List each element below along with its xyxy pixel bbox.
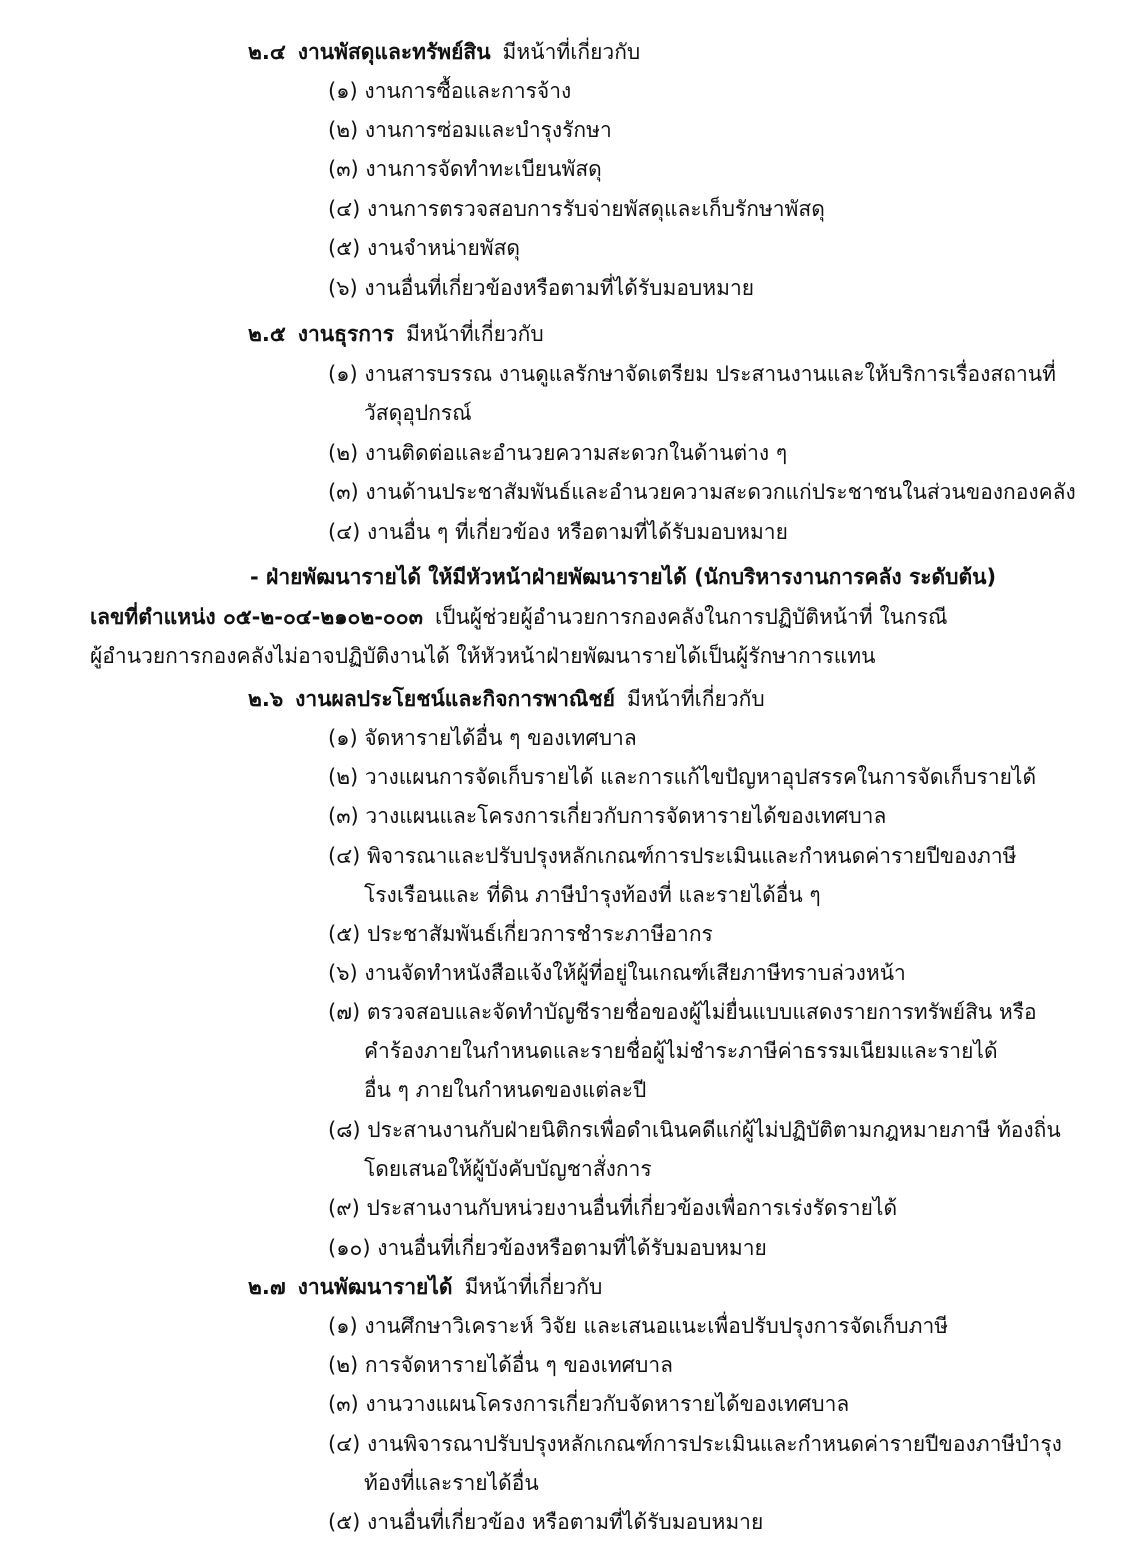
list-item: (๑๐) งานอื่นที่เกี่ยวข้องหรือตามที่ได้รับมอบหมาย: [328, 1236, 767, 1260]
list-item: (๒) วางแผนการจัดเก็บรายได้ และการแก้ไขปัญหาอุปสรรคในการจัดเก็บรายได้: [328, 765, 1037, 789]
section-title: งานผลประโยชน์และกิจการพาณิชย์: [295, 687, 615, 711]
division-paragraph-line: [90, 603, 948, 631]
section-number: ๒.๔: [248, 40, 286, 64]
section-number: ๒.๗: [248, 1275, 286, 1299]
list-item: (๘) ประสานงานกับฝ่ายนิติกรเพื่อดำเนินคดีแก่ผู้ไม่ปฏิบัติตามกฎหมายภาษี ท้องถิ่น: [328, 1118, 1061, 1142]
section-heading-2-5: [248, 320, 544, 348]
list-item: (๑) งานการซื้อและการจ้าง: [328, 79, 572, 103]
list-item: (๑) จัดหารายได้อื่น ๆ ของเทศบาล: [328, 726, 637, 750]
section-title: งานธุรการ: [297, 322, 395, 346]
list-item: (๓) งานวางแผนโครงการเกี่ยวกับจัดหารายได้ของเทศบาล: [328, 1392, 850, 1416]
section-heading-2-4: [248, 38, 640, 66]
list-item-continuation: โรงเรือนและ ที่ดิน ภาษีบำรุงท้องที่ และรายได้อื่น ๆ: [364, 883, 821, 907]
list-item: (๕) ประชาสัมพันธ์เกี่ยวการชำระภาษีอากร: [328, 922, 713, 946]
list-item: (๗) ตรวจสอบและจัดทำบัญชีรายชื่อของผู้ไม่ยื่นแบบแสดงรายการทรัพย์สิน หรือ: [328, 1000, 1037, 1024]
list-item-continuation: วัสดุอุปกรณ์: [364, 401, 472, 425]
list-item: (๔) งานพิจารณาปรับปรุงหลักเกณฑ์การประเมินและกำหนดค่ารายปีของภาษีบำรุง: [328, 1432, 1062, 1456]
division-paragraph-line: ผู้อำนวยการกองคลังไม่อาจปฏิบัติงานได้ ให้หัวหน้าฝ่ายพัฒนารายได้เป็นผู้รักษาการแทน: [90, 644, 876, 668]
paragraph-text: เป็นผู้ช่วยผู้อำนวยการกองคลังในการปฏิบัติหน้าที่ ในกรณี: [434, 605, 948, 629]
section-number: ๒.๕: [248, 322, 286, 346]
list-item: (๓) งานการจัดทำทะเบียนพัสดุ: [328, 157, 602, 181]
list-item: (๑) งานศึกษาวิเคราะห์ วิจัย และเสนอแนะเพื่อปรับปรุงการจัดเก็บภาษี: [328, 1314, 949, 1338]
list-item: (๕) งานจำหน่ายพัสดุ: [328, 236, 521, 260]
division-heading: - ฝ่ายพัฒนารายได้ ให้มีหัวหน้าฝ่ายพัฒนารายได้ (นักบริหารงานการคลัง ระดับต้น): [250, 565, 997, 589]
list-item: (๔) งานอื่น ๆ ที่เกี่ยวข้อง หรือตามที่ได้รับมอบหมาย: [328, 520, 788, 544]
section-title: งานพัสดุและทรัพย์สิน: [297, 40, 491, 64]
list-item: (๖) งานจัดทำหนังสือแจ้งให้ผู้ที่อยู่ในเกณฑ์เสียภาษีทราบล่วงหน้า: [328, 961, 906, 985]
list-item: (๙) ประสานงานกับหน่วยงานอื่นที่เกี่ยวข้องเพื่อการเร่งรัดรายได้: [328, 1196, 898, 1220]
list-item: (๑) งานสารบรรณ งานดูแลรักษาจัดเตรียม ประสานงานและให้บริการเรื่องสถานที่: [328, 362, 1056, 386]
list-item: (๔) งานการตรวจสอบการรับจ่ายพัสดุและเก็บรักษาพัสดุ: [328, 197, 825, 221]
list-item: (๒) งานติดต่อและอำนวยความสะดวกในด้านต่าง ๆ: [328, 441, 788, 465]
list-item: (๖) งานอื่นที่เกี่ยวข้องหรือตามที่ได้รับมอบหมาย: [328, 276, 755, 300]
section-intro: มีหน้าที่เกี่ยวกับ: [502, 40, 641, 64]
section-heading-2-7: [248, 1273, 602, 1301]
list-item: (๔) พิจารณาและปรับปรุงหลักเกณฑ์การประเมินและกำหนดค่ารายปีของภาษี: [328, 844, 1017, 868]
list-item: (๒) การจัดหารายได้อื่น ๆ ของเทศบาล: [328, 1353, 674, 1377]
section-title: งานพัฒนารายได้: [297, 1275, 453, 1299]
list-item-continuation: คำร้องภายในกำหนดและรายชื่อผู้ไม่ชำระภาษีค่าธรรมเนียมและรายได้: [364, 1039, 998, 1063]
section-intro: มีหน้าที่เกี่ยวกับ: [406, 322, 544, 346]
section-heading-2-6: [248, 685, 765, 713]
list-item: (๕) งานอื่นที่เกี่ยวข้อง หรือตามที่ได้รับมอบหมาย: [328, 1510, 764, 1534]
list-item-continuation: อื่น ๆ ภายในกำหนดของแต่ละปี: [364, 1078, 647, 1102]
list-item-continuation: ท้องที่และรายได้อื่น: [364, 1471, 539, 1495]
list-item: (๓) งานด้านประชาสัมพันธ์และอำนวยความสะดวกแก่ประชาชนในส่วนของกองคลัง: [328, 480, 1076, 504]
position-number: เลขที่ตำแหน่ง ๐๕-๒-๐๔-๒๑๐๒-๐๐๓: [90, 605, 423, 629]
section-intro: มีหน้าที่เกี่ยวกับ: [464, 1275, 603, 1299]
list-item-continuation: โดยเสนอให้ผู้บังคับบัญชาสั่งการ: [364, 1157, 652, 1181]
section-intro: มีหน้าที่เกี่ยวกับ: [626, 687, 765, 711]
section-number: ๒.๖: [248, 687, 284, 711]
list-item: (๒) งานการซ่อมและบำรุงรักษา: [328, 118, 612, 142]
list-item: (๓) วางแผนและโครงการเกี่ยวกับการจัดหารายได้ของเทศบาล: [328, 804, 887, 828]
